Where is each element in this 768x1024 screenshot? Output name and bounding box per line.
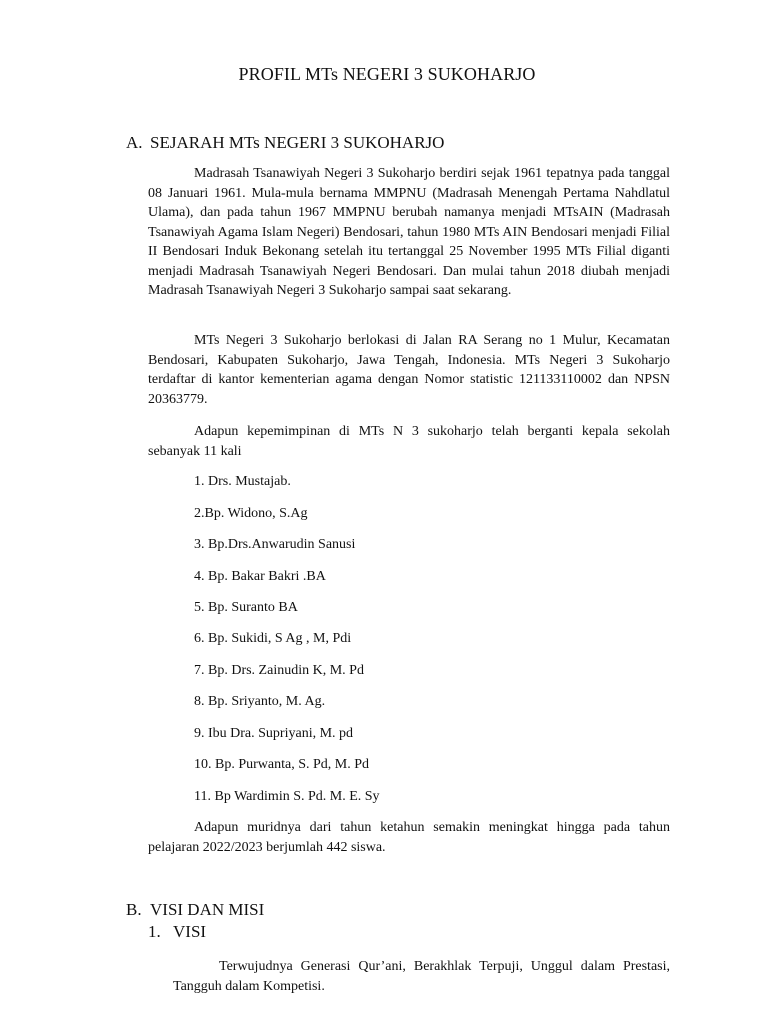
leader-item-5: 5. Bp. Suranto BA	[194, 600, 298, 615]
history-paragraph-2: MTs Negeri 3 Sukoharjo berlokasi di Jalan RA Serang no 1 Mulur, Kecamatan Bendosari, Kabupaten Sukoharjo, Jawa Tengah, Indonesia. MTs Negeri 3 Sukoharjo terdaftar di kantor kementerian agama dengan Nomor statistic 121133110002 dan NPSN 20363779.	[148, 333, 670, 407]
students-paragraph: Adapun muridnya dari tahun ketahun semakin meningkat hingga pada tahun pelajaran 2022/2023 berjumlah 442 siswa.	[148, 820, 670, 855]
section-b-label: B.	[126, 900, 142, 919]
visi-label: 1.	[148, 922, 161, 941]
section-a-heading	[126, 133, 444, 153]
leader-item-10: 10. Bp. Purwanta, S. Pd, M. Pd	[194, 757, 370, 772]
leader-item-4: 4. Bp. Bakar Bakri .BA	[194, 569, 326, 584]
leader-item-1: 1. Drs. Mustajab.	[194, 474, 291, 489]
leader-item-8: 8. Bp. Sriyanto, M. Ag.	[194, 694, 326, 709]
section-b-title: VISI DAN MISI	[150, 900, 265, 919]
visi-heading	[148, 922, 206, 942]
leader-item-3: 3. Bp.Drs.Anwarudin Sanusi	[194, 537, 356, 552]
history-paragraph-1: Madrasah Tsanawiyah Negeri 3 Sukoharjo berdiri sejak 1961 tepatnya pada tanggal 08 Januari 1961. Mula-mula bernama MMPNU (Madrasah Menengah Pertama Nahdlatul Ulama), dan pada tahun 1967 MMPNU berubah namanya menjadi MTsAIN (Madrasah Tsanawiyah Agama Islam Negeri) Bendosari, tahun 1980 MTs AIN Bendosari menjadi Filial II Bendosari Induk Bekonang setelah itu tertanggal 25 November 1995 MTs Filial diganti menjadi Madrasah Tsanawiyah Negeri Bendosari. Dan mulai tahun 2018 diubah menjadi Madrasah Tsanawiyah Negeri 3 Sukoharjo sampai saat sekarang.	[148, 166, 670, 298]
section-a-title: SEJARAH MTs NEGERI 3 SUKOHARJO	[150, 133, 445, 152]
history-paragraph-3: Adapun kepemimpinan di MTs N 3 sukoharjo telah berganti kepala sekolah sebanyak 11 kali	[148, 424, 670, 459]
leader-item-11: 11. Bp Wardimin S. Pd. M. E. Sy	[194, 789, 380, 804]
leader-item-2: 2.Bp. Widono, S.Ag	[194, 506, 308, 521]
section-a-label: A.	[126, 133, 143, 152]
leader-item-9: 9. Ibu Dra. Supriyani, M. pd	[194, 726, 354, 741]
visi-paragraph: Terwujudnya Generasi Qur’ani, Berakhlak Terpuji, Unggul dalam Prestasi, Tangguh dalam Kompetisi.	[173, 959, 670, 994]
leader-item-6: 6. Bp. Sukidi, S Ag , M, Pdi	[194, 631, 352, 646]
section-b-heading	[126, 900, 264, 920]
visi-title: VISI	[173, 922, 207, 941]
document-title: PROFIL MTs NEGERI 3 SUKOHARJO	[238, 64, 536, 84]
leader-item-7: 7. Bp. Drs. Zainudin K, M. Pd	[194, 663, 364, 678]
